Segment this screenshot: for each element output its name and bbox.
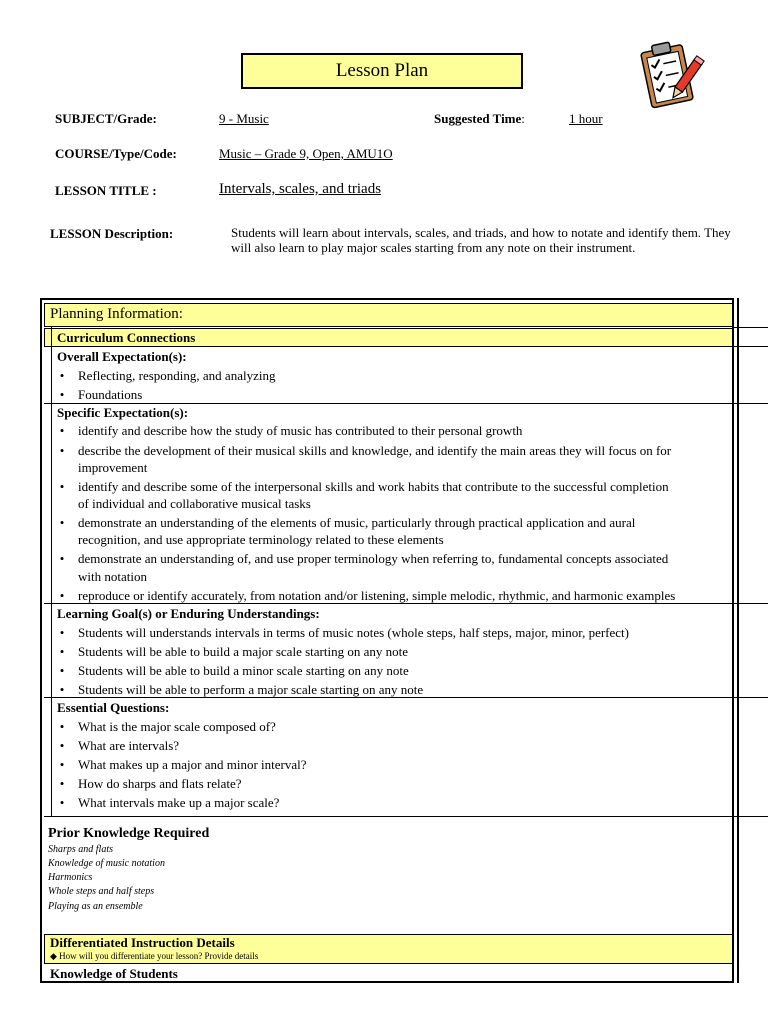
bullet-icon: • bbox=[59, 644, 65, 659]
bullet-icon: • bbox=[59, 368, 65, 383]
bullet-icon: • bbox=[59, 515, 65, 530]
bullet-icon: • bbox=[59, 625, 65, 640]
knowledge-of-students-heading: Knowledge of Students bbox=[50, 966, 178, 981]
specific-item: reproduce or identify accurately, from notation and/or listening, simple melodic, rhythmic, and harmonic examples bbox=[78, 588, 676, 603]
overall-heading: Overall Expectation(s): bbox=[57, 349, 187, 364]
question-item: What makes up a major and minor interval? bbox=[78, 757, 307, 772]
subject-label: SUBJECT/Grade: bbox=[55, 111, 157, 126]
question-item: How do sharps and flats relate? bbox=[78, 776, 242, 791]
prior-item: Whole steps and half steps bbox=[48, 886, 155, 897]
specific-item: demonstrate an understanding of the elements of music, particularly through practical application and aural bbox=[78, 515, 636, 530]
question-item: What are intervals? bbox=[78, 738, 180, 753]
bullet-icon: • bbox=[59, 479, 65, 494]
bullet-icon: • bbox=[59, 663, 65, 678]
bullet-icon: • bbox=[59, 443, 65, 458]
bullet-icon: • bbox=[59, 776, 65, 791]
bullet-icon: • bbox=[59, 387, 65, 402]
prior-item: Harmonics bbox=[48, 872, 93, 883]
planning-table-outer-border bbox=[737, 298, 739, 983]
specific-item-continued: improvement bbox=[78, 460, 148, 475]
lesson-title-label: LESSON TITLE : bbox=[55, 183, 157, 198]
specific-item: describe the development of their musical skills and knowledge, and identify the main areas they will focus on for bbox=[78, 443, 672, 458]
bullet-icon: • bbox=[59, 719, 65, 734]
clipboard-checklist-icon bbox=[630, 36, 706, 112]
specific-item: demonstrate an understanding of, and use proper terminology when referring to, fundamental concepts associated bbox=[78, 551, 669, 566]
page-title: Lesson Plan bbox=[241, 53, 523, 89]
overall-item: Reflecting, responding, and analyzing bbox=[78, 368, 276, 383]
question-item: What is the major scale composed of? bbox=[78, 719, 276, 734]
lesson-description-value: Students will learn about intervals, scales, and triads, and how to notate and identify them. They will also learn to play major scales starting from any note on their instrument. bbox=[231, 225, 731, 255]
prior-item: Sharps and flats bbox=[48, 844, 114, 855]
curriculum-heading: Curriculum Connections bbox=[57, 330, 196, 345]
bullet-icon: • bbox=[59, 757, 65, 772]
course-label: COURSE/Type/Code: bbox=[55, 146, 177, 161]
suggested-time-label bbox=[434, 111, 525, 127]
specific-item-continued: with notation bbox=[78, 569, 147, 584]
bullet-icon: • bbox=[59, 795, 65, 810]
row-line bbox=[734, 327, 768, 328]
lesson-description-label: LESSON Description: bbox=[50, 226, 174, 241]
bullet-icon: • bbox=[59, 423, 65, 438]
suggested-time-colon: : bbox=[521, 111, 525, 126]
specific-item-continued: recognition, and use appropriate terminology related to these elements bbox=[78, 532, 444, 547]
row-line bbox=[44, 816, 768, 817]
goal-item: Students will be able to build a major scale starting on any note bbox=[78, 644, 408, 659]
suggested-time-value: 1 hour bbox=[569, 111, 603, 126]
goal-item: Students will be able to perform a major scale starting on any note bbox=[78, 682, 424, 697]
bullet-icon: • bbox=[59, 551, 65, 566]
subject-value: 9 - Music bbox=[219, 111, 269, 126]
row-line bbox=[734, 346, 768, 347]
goal-item: Students will understands intervals in terms of music notes (whole steps, half steps, major, minor, perfect) bbox=[78, 625, 629, 640]
overall-item: Foundations bbox=[78, 387, 143, 402]
specific-item: identify and describe some of the interpersonal skills and work habits that contribute to the successful completion bbox=[78, 479, 669, 494]
goals-heading: Learning Goal(s) or Enduring Understandings: bbox=[57, 606, 320, 621]
planning-heading: Planning Information: bbox=[50, 306, 183, 322]
row-line bbox=[44, 603, 768, 604]
differentiated-note-text: How will you differentiate your lesson? Provide details bbox=[59, 951, 259, 961]
prior-item: Playing as an ensemble bbox=[48, 901, 143, 912]
bullet-icon: • bbox=[59, 682, 65, 697]
differentiated-note bbox=[50, 951, 258, 962]
specific-item: identify and describe how the study of music has contributed to their personal growth bbox=[78, 423, 523, 438]
specific-item-continued: of individual and collaborative musical tasks bbox=[78, 496, 311, 511]
questions-heading: Essential Questions: bbox=[57, 700, 170, 715]
row-line bbox=[44, 697, 768, 698]
goal-item: Students will be able to build a minor scale starting on any note bbox=[78, 663, 409, 678]
differentiated-heading: Differentiated Instruction Details bbox=[50, 935, 235, 950]
lesson-title-value: Intervals, scales, and triads bbox=[219, 181, 382, 197]
diamond-bullet-icon: ◆ bbox=[50, 951, 60, 961]
suggested-time-label-text: Suggested Time bbox=[434, 111, 522, 126]
question-item: What intervals make up a major scale? bbox=[78, 795, 280, 810]
course-value: Music – Grade 9, Open, AMU1O bbox=[219, 146, 393, 161]
bullet-icon: • bbox=[59, 588, 65, 603]
specific-heading: Specific Expectation(s): bbox=[57, 405, 189, 420]
prior-knowledge-heading: Prior Knowledge Required bbox=[48, 826, 210, 841]
bullet-icon: • bbox=[59, 738, 65, 753]
prior-item: Knowledge of music notation bbox=[48, 858, 165, 869]
section-border bbox=[51, 327, 52, 817]
